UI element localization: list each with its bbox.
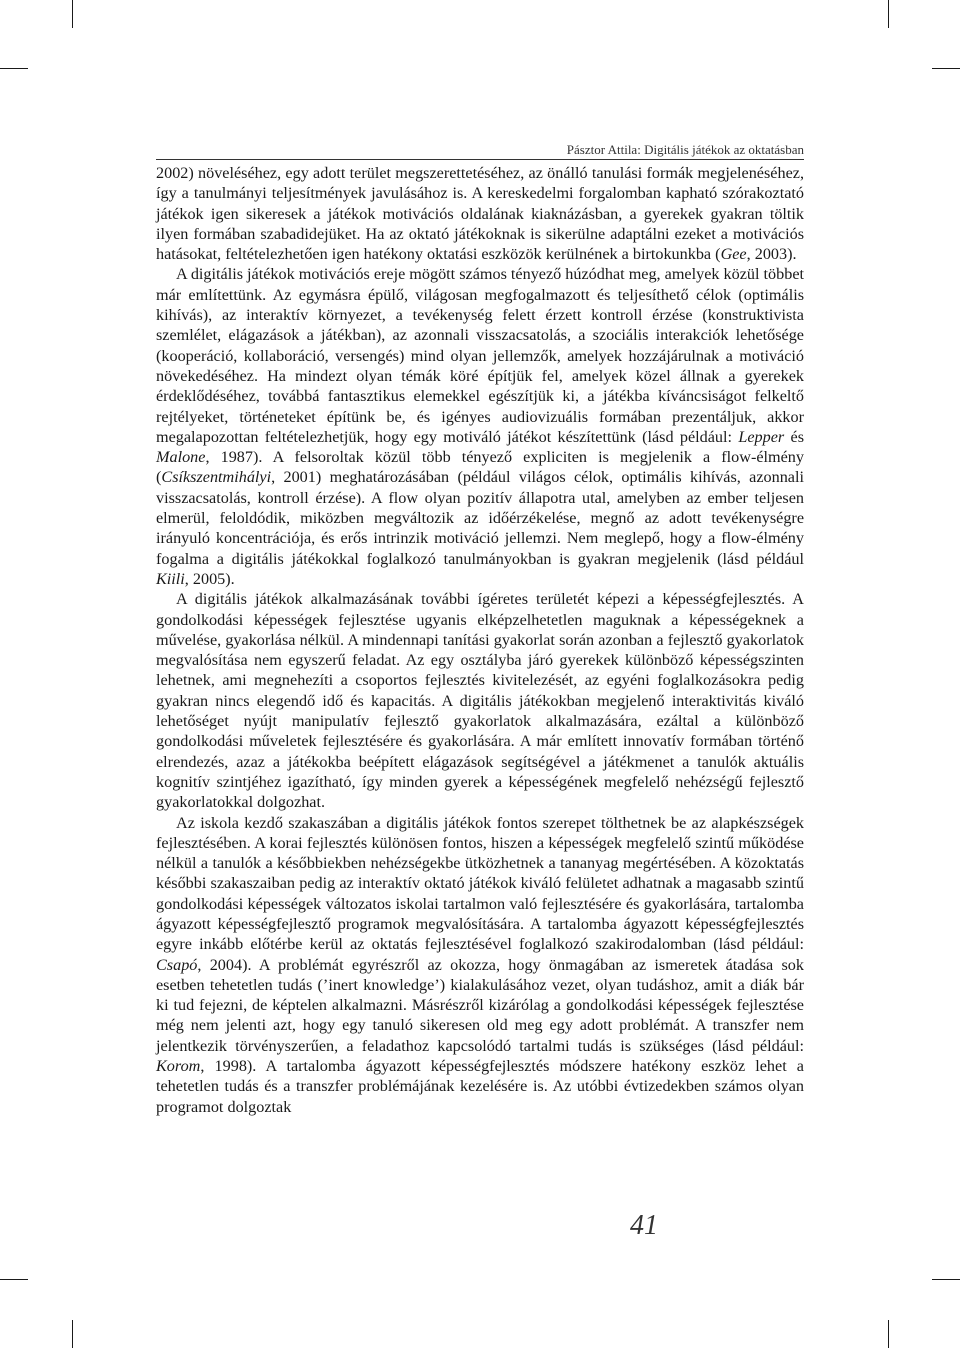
header-rule [156,159,804,160]
crop-mark-top-left [72,0,73,28]
crop-mark-left-upper [0,68,28,69]
citation-author: Csapó [156,955,198,974]
text-run: Az iskola kezdő szakaszában a digitális játékok fontos szerepet tölthetnek be az alapkészségek fejlesztésében. A korai fejlesztés különösen fontos, hiszen a képességek megfelelő szintű működése nélkül a tanulók a későbbiekben nehézségekbe ütközhetnek a tananyag megértésében. A közoktatás későbbi szakaszaiban pedig az interaktív oktató játékok kiváló felületet adhatnak a magasabb szintű gondolkodási képességek változatos iskolai tartalmon való fejlesztésére és gyakorlására, tartalomba ágyazott képességfejlesztő programok megvalósítására. A tartalomba ágyazott képességfejlesztés egyre inkább előtérbe kerül az oktatás fejlesztésével foglalkozó szakirodalomban (lásd például: [156,813,804,954]
body-text [156,163,804,1117]
text-run: , 1987). A felsoroltak közül több tényező expliciten is megjelenik a flow-élmény ( [156,448,804,487]
citation-author: Lepper [738,427,785,446]
running-header: Pásztor Attila: Digitális játékok az oktatásban [566,142,804,157]
citation-author: Kiili [156,569,185,588]
text-run: , 2001) meghatározásában (például világos célok, optimális kihívás, azonnali visszacsatolás, kontroll érzése). A flow olyan pozitív állapotra utal, amelyben az ember teljesen elmerül, feloldódik, miközben megváltozik az időérzékelése, megnő az adott tevékenységre irányuló koncentrációja, és erős intrinzik motiváció jellemzi. Nem meglepő, hogy a flow-élmény fogalma a digitális játékokkal foglalkozó tanulmányokban is gyakran megjelenik (lásd például [156,468,804,568]
text-run: és [784,427,805,446]
paragraph-2 [156,264,804,589]
crop-mark-bottom-right [888,1320,889,1348]
text-run: A digitális játékok motivációs ereje mögött számos tényező húzódhat meg, amelyek közül többet már említettünk. Az egymásra épülő, világosan megfogalmazott és teljesíthető célok (optimális kihívás), az interaktív környezet, a tevékenység felett érzett kontroll érzése (konstruktivista szemlélet, elágazások a játékban), az azonnali visszacsatolás, a szociális interakciók lehetősége (kooperáció, kollaboráció, versengés) mind olyan jellemzők, amelyek hozzájárulnak a motiváció növekedéséhez. Ha mindezt olyan témák köré építjük fel, amelyek közel állnak a gyerekek érdeklődéséhez, továbbá fantasztikus elemekkel egészítjük ki, a játékba kíváncsiságot felkeltő rejtélyeket, történeteket építünk be, és igényes audiovizuális formában prezentáljuk, akkor megalapozottan feltételezhetjük, hogy egy motiváló játékot készítettünk (lásd például: [156,265,804,446]
citation-author: Korom [156,1057,201,1076]
crop-mark-top-right [888,0,889,28]
citation-author: Malone [156,448,206,467]
text-run: , 2004). A problémát egyrészről az okozza, hogy önmagában az ismeretek átadása sok esetben tehetetlen tudás (’inert knowledge’) kialakulásához vezet, olyan tudáshoz, amit a diák bár ki tud fejezni, de képtelen alkalmazni. Másrészről kizárólag a gondolkodási képességek fejlesztése még nem jelenti azt, hogy egy tanuló sikeresen old meg egy adott problémát. A transzfer nem jelentkezik törvényszerűen, a feladathoz kapcsolódó tartalmi tudás is szükséges (lásd például: [156,955,804,1055]
text-run: , 2003). [746,245,797,264]
citation-author: Csíkszentmihályi [161,468,272,487]
text-run: 2002) növeléséhez, egy adott terület megszerettetéséhez, az önálló tanulási formák megjelenéséhez, így a tanulmányi teljesítmények javulásához is. A kereskedelmi forgalomban kapható szórakoztató játékok igen sikeresek a játékok motivációs oldalának kiaknázásban, a gyerekek gyakran töltik ilyen formában szabadidejüket. Ha az oktató játékoknak is sikerülne adaptálni ezeket a motivációs hatásokat, feltételezhetően igen hatékony oktatási eszközök kerülnének a birtokunkba ( [156,164,804,264]
crop-mark-bottom-left [72,1320,73,1348]
text-run: , 2005). [184,569,235,588]
paragraph-1 [156,163,804,264]
crop-mark-left-lower [0,1279,28,1280]
paragraph-3 [156,589,804,812]
crop-mark-right-upper [932,68,960,69]
text-run: , 1998). A tartalomba ágyazott képességfejlesztés módszere hatékony eszköz lehet a tehetetlen tudás és a transzfer problémájának kezelésére is. Az utóbbi évtizedekben számos olyan programot dolgoztak [156,1057,804,1116]
paragraph-4 [156,813,804,1117]
crop-mark-right-lower [932,1279,960,1280]
citation-author: Gee [720,245,747,264]
text-run: A digitális játékok alkalmazásának további ígéretes területét képezi a képességfejlesztés. A gondolkodási képességek fejlesztése ugyanis elképzelhetetlen maguknak a képességeknek a művelése, gyakorlása nélkül. A mindennapi tanítási gyakorlat során azonban a fejlesztő gyakorlatok megvalósítása nem egyszerű feladat. Az egy osztályba járó gyerekek különböző képességszinten lehetnek, ami megnehezíti a csoportos fejlesztés kivitelezését, az egyéni foglalkozásokra pedig gyakran nincs elegendő idő és kapacitás. A digitális játékokban megjelenő interaktivitás kiváló lehetőséget nyújt manipulatív fejlesztő gyakorlatok alkalmazására, ezáltal a különböző gondolkodási műveletek fejlesztésére és gyakorlására. A már említett innovatív formában történő elrendezés, azaz a játékokba beépített elágazások segítségével a játékmenet a tanulók aktuális kognitív szintjéhez igazítható, így minden gyerek a képességének megfelelő nehézségű fejlesztő gyakorlatokkal dolgozhat. [156,590,804,812]
page-number: 41 [630,1210,658,1241]
